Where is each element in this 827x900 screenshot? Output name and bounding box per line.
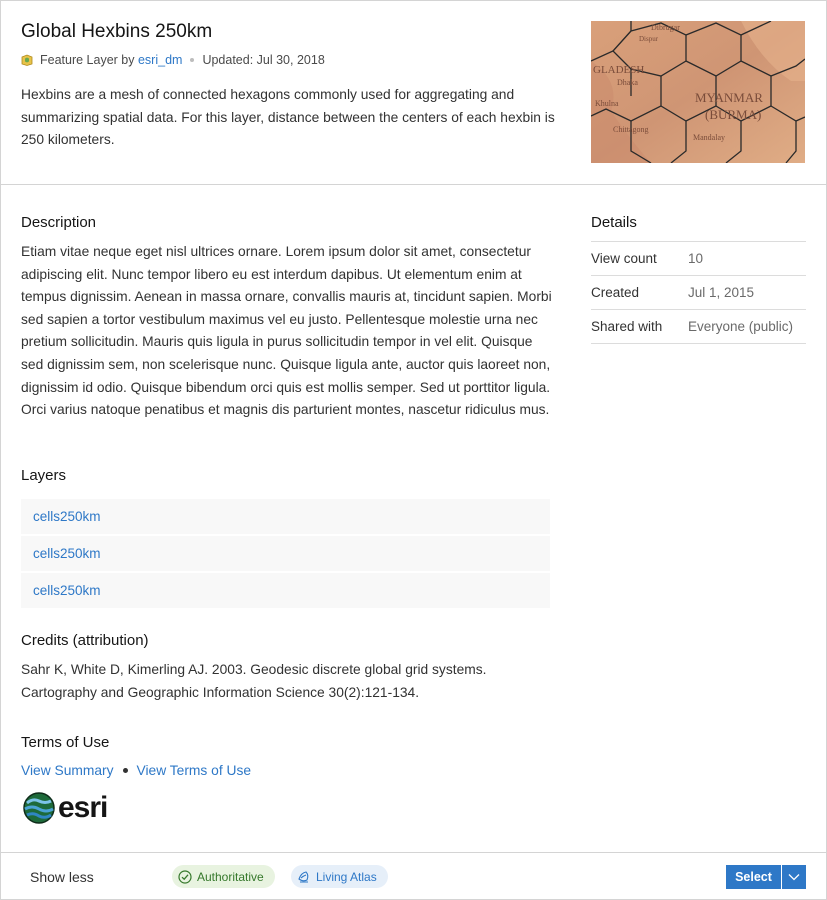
item-thumbnail[interactable]: [591, 21, 805, 163]
details-key: View count: [591, 251, 657, 266]
svg-text:Chittagong: Chittagong: [613, 125, 649, 134]
details-value: Everyone (public): [688, 319, 794, 334]
svg-text:Mandalay: Mandalay: [693, 133, 725, 142]
feature-layer-icon: [21, 54, 33, 66]
thumbnail-map: [591, 21, 805, 163]
credits-text: Sahr K, White D, Kimerling AJ. 2003. Geodesic discrete global grid systems. Cartography and Geographic Information Science 30(2):121-134.: [21, 662, 487, 700]
esri-wordmark: esri: [58, 791, 108, 824]
svg-text:MYANMAR: MYANMAR: [695, 90, 763, 105]
details-table: [591, 241, 806, 344]
item-type-label: Feature Layer by: [40, 53, 135, 67]
authoritative-badge: [172, 865, 275, 888]
show-less-button[interactable]: Show less: [30, 869, 94, 885]
item-summary: Hexbins are a mesh of connected hexagons commonly used for aggregating and summarizing spatial data. For this layer, distance between the centers of each hexbin is 250 kilometers.: [21, 87, 555, 147]
details-row: [591, 242, 806, 276]
details-value: 10: [688, 251, 704, 266]
living-atlas-badge: [291, 865, 388, 888]
living-atlas-label: Living Atlas: [316, 869, 377, 884]
details-value: Jul 1, 2015: [688, 285, 755, 300]
layer-link[interactable]: cells250km: [33, 546, 101, 561]
select-split-button: [726, 865, 806, 889]
updated-date: Updated: Jul 30, 2018: [202, 53, 325, 67]
description-heading: Description: [21, 214, 97, 231]
item-header: [0, 0, 827, 185]
layer-item[interactable]: [21, 536, 550, 571]
meta-separator: [190, 58, 194, 62]
view-terms-link[interactable]: View Terms of Use: [136, 763, 252, 778]
terms-separator: [123, 768, 128, 773]
check-circle-icon: [178, 870, 192, 884]
layer-item[interactable]: [21, 573, 550, 608]
chevron-down-icon: [788, 873, 800, 881]
layer-link[interactable]: cells250km: [33, 583, 101, 598]
svg-text:Khulna: Khulna: [595, 99, 619, 108]
terms-heading: Terms of Use: [21, 734, 110, 751]
select-button[interactable]: Select: [726, 865, 781, 889]
authoritative-label: Authoritative: [197, 869, 264, 884]
credits-heading: Credits (attribution): [21, 632, 149, 649]
details-key: Shared with: [591, 319, 663, 334]
layers-heading: Layers: [21, 467, 67, 484]
layers-list: [21, 499, 550, 610]
svg-text:GLADESH: GLADESH: [593, 64, 645, 76]
description-text: Etiam vitae neque eget nisl ultrices ornare. Lorem ipsum dolor sit amet, consectetur adipiscing elit. Nunc tempor libero eu est interdum dapibus. Ut elementum enim at tempus dignissim. Aenean in massa ornare, convallis mauris at, tincidunt sapien. Morbi sed sapien a tortor vestibulum maximus vel eu justo. Pellentesque molestie urna nec pretium sollicitudin. Mauris quis ligula in purus sollicitudin tempor in vel elit. Quisque sed dignissim sem, non scelerisque nunc. Quisque ligula ante, auctor quis laoreet non, dignissim id odio. Quisque bibendum orci quis est mollis semper. Sed ut porttitor ligula. Orci varius natoque penatibus et magnis dis parturient montes, nascetur ridiculus mus.: [21, 244, 552, 418]
details-row: [591, 276, 806, 310]
svg-text:Dhaka: Dhaka: [617, 78, 638, 87]
item-footer: [0, 852, 827, 900]
owner-link[interactable]: esri_dm: [137, 53, 183, 67]
details-row: [591, 310, 806, 344]
details-heading: Details: [591, 214, 637, 231]
svg-text:Dispur: Dispur: [639, 35, 659, 43]
terms-links: [21, 763, 251, 778]
esri-logo: [23, 791, 107, 825]
esri-globe-icon: [23, 792, 55, 824]
item-title: Global Hexbins 250km: [21, 21, 213, 42]
living-atlas-icon: [297, 870, 311, 884]
layer-link[interactable]: cells250km: [33, 509, 101, 524]
item-meta: [21, 53, 325, 67]
svg-text:(BURMA): (BURMA): [705, 107, 762, 122]
details-key: Created: [591, 285, 640, 300]
svg-text:Dibrugar: Dibrugar: [651, 23, 680, 32]
layer-item[interactable]: [21, 499, 550, 534]
view-summary-link[interactable]: View Summary: [21, 763, 114, 778]
select-dropdown-button[interactable]: [782, 865, 806, 889]
